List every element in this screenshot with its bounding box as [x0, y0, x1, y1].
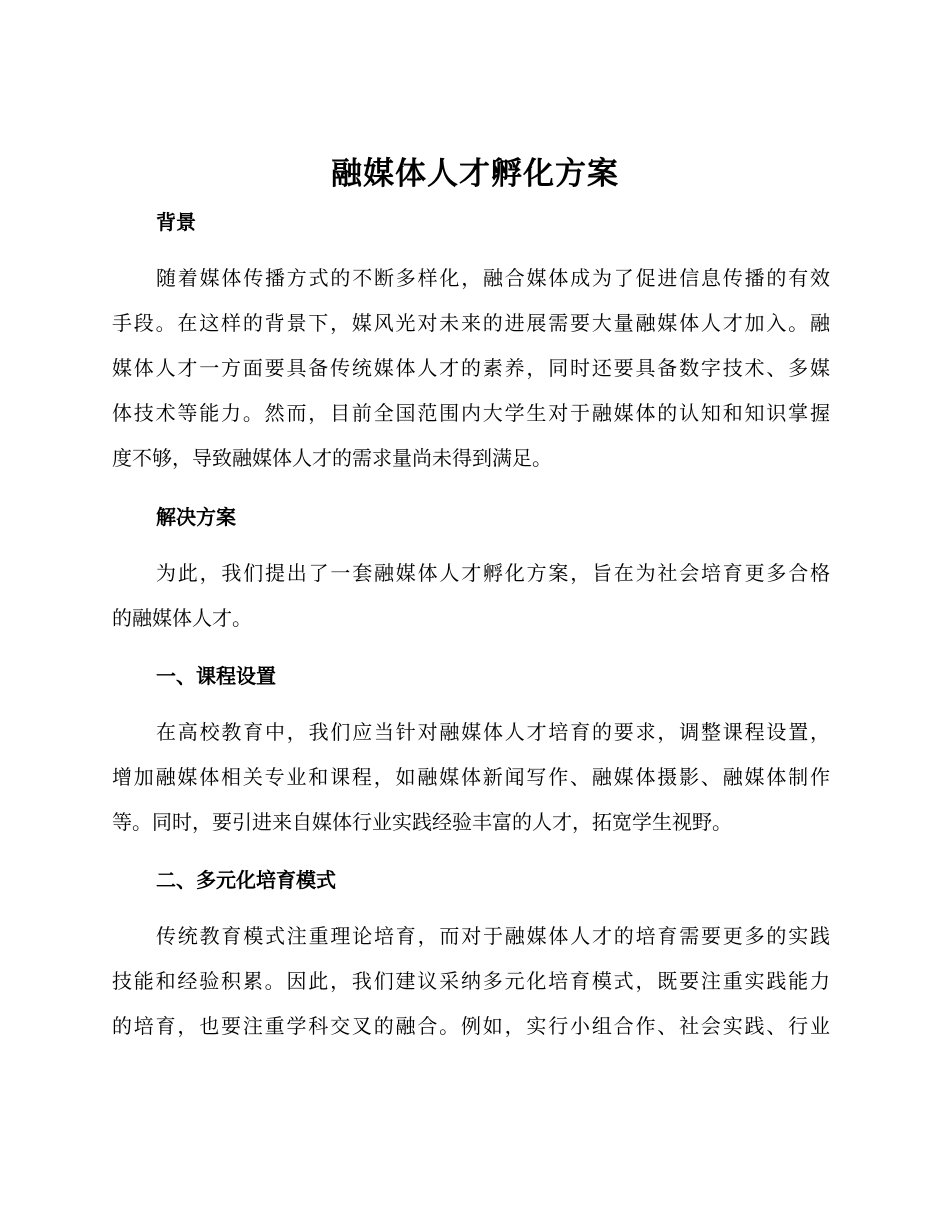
section-heading-curriculum: 一、课程设置: [156, 664, 276, 688]
paragraph-line: 为此，我们提出了一套融媒体人才孵化方案，旨在为社会培育更多合格: [156, 561, 830, 585]
section-heading-background: 背景: [156, 210, 196, 234]
paragraph-line: 等。同时，要引进来自媒体行业实践经验丰富的人才，拓宽学生视野。: [112, 810, 732, 834]
paragraph-line: 的培育，也要注重学科交叉的融合。例如，实行小组合作、社会实践、行业: [112, 1014, 830, 1038]
paragraph-line: 的融媒体人才。: [112, 606, 252, 630]
paragraph-line: 增加融媒体相关专业和课程，如融媒体新闻写作、融媒体摄影、融媒体制作: [112, 765, 830, 789]
paragraph-line: 体技术等能力。然而，目前全国范围内大学生对于融媒体的认知和知识掌握: [112, 401, 830, 425]
section-heading-training-model: 二、多元化培育模式: [156, 868, 336, 892]
paragraph-line: 手段。在这样的背景下，媒风光对未来的进展需要大量融媒体人才加入。融: [112, 311, 830, 335]
document-title: 融媒体人才孵化方案: [331, 156, 619, 192]
paragraph-curriculum: [112, 710, 830, 845]
paragraph-training-model: [112, 914, 830, 1049]
paragraph-line: 媒体人才一方面要具备传统媒体人才的素养，同时还要具备数字技术、多媒: [112, 356, 830, 380]
paragraph-line: 随着媒体传播方式的不断多样化，融合媒体成为了促进信息传播的有效: [156, 266, 830, 290]
paragraph-line: 度不够，导致融媒体人才的需求量尚未得到满足。: [112, 446, 552, 470]
paragraph-line: 在高校教育中，我们应当针对融媒体人才培育的要求，调整课程设置，: [156, 720, 830, 744]
paragraph-solution: [112, 551, 830, 641]
paragraph-line: 技能和经验积累。因此，我们建议采纳多元化培育模式，既要注重实践能力: [112, 969, 830, 993]
paragraph-background: [112, 256, 830, 481]
section-heading-solution: 解决方案: [156, 505, 236, 529]
paragraph-line: 传统教育模式注重理论培育，而对于融媒体人才的培育需要更多的实践: [156, 924, 830, 948]
